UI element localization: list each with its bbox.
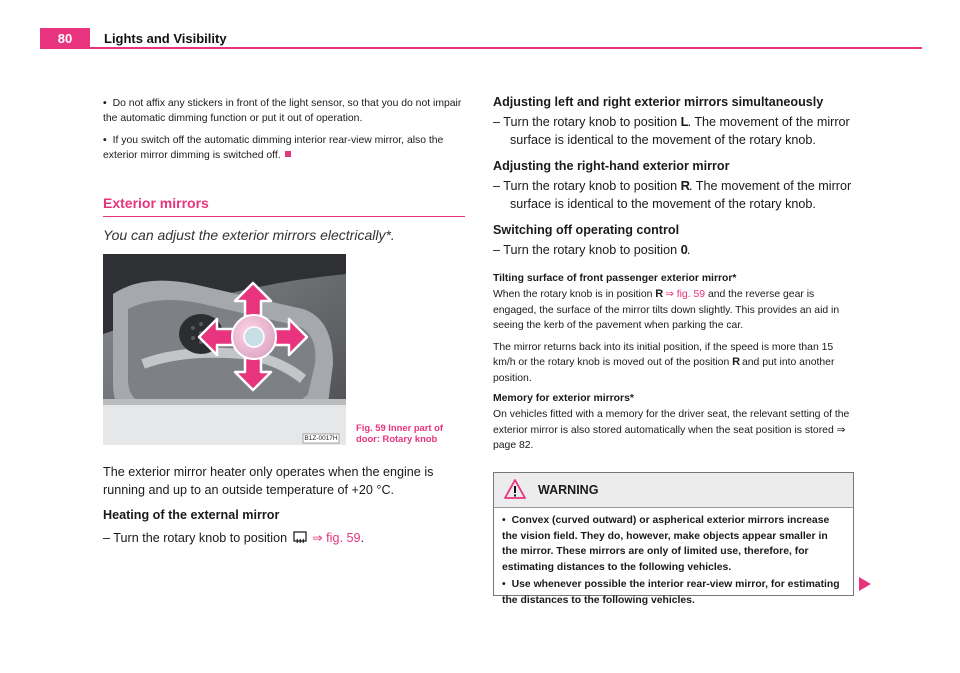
warning-body <box>494 508 853 608</box>
tilt-heading: Tilting surface of front passenger exterior mirror* <box>493 273 737 284</box>
section-intro: You can adjust the exterior mirrors electrically*. <box>103 227 395 243</box>
tilt-paragraph-1: When the rotary knob is in position R ⇒ fig. 59 and the reverse gear is engaged, the surface of the mirror tilts down slightly. This provides an aid in seeing the kerb of the pavement when parking the car. <box>493 288 840 331</box>
position-l-icon: L <box>680 114 688 129</box>
section-title: Exterior mirrors <box>103 195 209 211</box>
figure-caption <box>356 422 443 444</box>
warning-title: WARNING <box>538 483 599 497</box>
arrow-down-icon <box>235 358 271 390</box>
section-rule <box>103 216 465 217</box>
figure-caption-line1: Fig. 59 Inner part of <box>356 422 443 433</box>
position-r-icon: R <box>655 288 663 300</box>
right-column <box>493 95 855 454</box>
left-lower-text <box>103 463 465 549</box>
tilt-paragraph-2: The mirror returns back into its initial position, if the speed is more than 15 km/h or the rotary knob is moved out of the position R and put into another position. <box>493 341 835 384</box>
header-rule <box>40 47 922 49</box>
step-switch-off: – Turn the rotary knob to position 0. <box>493 242 691 257</box>
heading-simultaneous: Adjusting left and right exterior mirrors simultaneously <box>493 95 824 109</box>
heating-step: – Turn the rotary knob to position ⇒ fig. 59. <box>103 529 465 549</box>
bullet-item: • Do not affix any stickers in front of the light sensor, so that you do not impair the automatic dimming function or put it out of operation. <box>103 98 462 124</box>
memory-paragraph: On vehicles fitted with a memory for the driver seat, the relevant setting of the exterior mirror is also stored automatically when the seat position is stored ⇒ page 82. <box>493 409 850 451</box>
page-number: 80 <box>40 28 90 48</box>
arrow-up-icon <box>235 283 271 316</box>
chapter-title: Lights and Visibility <box>104 31 227 46</box>
fig-link[interactable]: ⇒ fig. 59 <box>665 289 706 300</box>
figure-caption-line2: door: Rotary knob <box>356 433 438 444</box>
warning-item: • Convex (curved outward) or aspherical exterior mirrors increase the vision field. They do, however, make objects appear smaller in the mirror. These mirrors are only of limited use, therefore, for estimating distances to the following vehicles. <box>502 515 830 573</box>
left-column <box>103 96 465 170</box>
heating-heading: Heating of the external mirror <box>103 508 280 522</box>
step-simultaneous: – Turn the rotary knob to position L. The movement of the mirror surface is identical to the movement of the rotary knob. <box>493 114 850 147</box>
step-right-hand: – Turn the rotary knob to position R. The movement of the mirror surface is identical to the movement of the rotary knob. <box>493 178 852 211</box>
heading-switch-off: Switching off operating control <box>493 223 680 237</box>
figure-code: B1Z-0017H <box>304 435 338 442</box>
heater-symbol-icon <box>293 530 307 549</box>
direction-arrows <box>103 254 346 445</box>
warning-item: • Use whenever possible the interior rear-view mirror, for estimating the distances to the following vehicles. <box>502 579 840 606</box>
fig-link[interactable]: ⇒ fig. 59 <box>312 531 361 545</box>
warning-triangle-icon <box>503 478 527 500</box>
heading-right-hand: Adjusting the right-hand exterior mirror <box>493 159 730 173</box>
arrow-left-icon <box>199 319 233 355</box>
position-0-icon: 0 <box>680 242 687 257</box>
warning-box <box>493 472 854 606</box>
position-r-icon: R <box>732 356 740 368</box>
end-marker-icon <box>285 151 291 157</box>
arrow-right-icon <box>275 319 307 355</box>
position-r-icon: R <box>680 178 690 193</box>
bullet-item: • If you switch off the automatic dimming interior rear-view mirror, also the exterior mirror dimming is switched off. <box>103 135 444 161</box>
next-page-arrow-icon[interactable] <box>857 575 873 593</box>
heater-paragraph: The exterior mirror heater only operates when the engine is running and up to an outside temperature of +20 °C. <box>103 465 434 497</box>
figure-rotary-knob <box>103 254 346 445</box>
section-header <box>103 195 465 243</box>
warning-header <box>494 473 853 508</box>
memory-heading: Memory for exterior mirrors* <box>493 393 634 404</box>
